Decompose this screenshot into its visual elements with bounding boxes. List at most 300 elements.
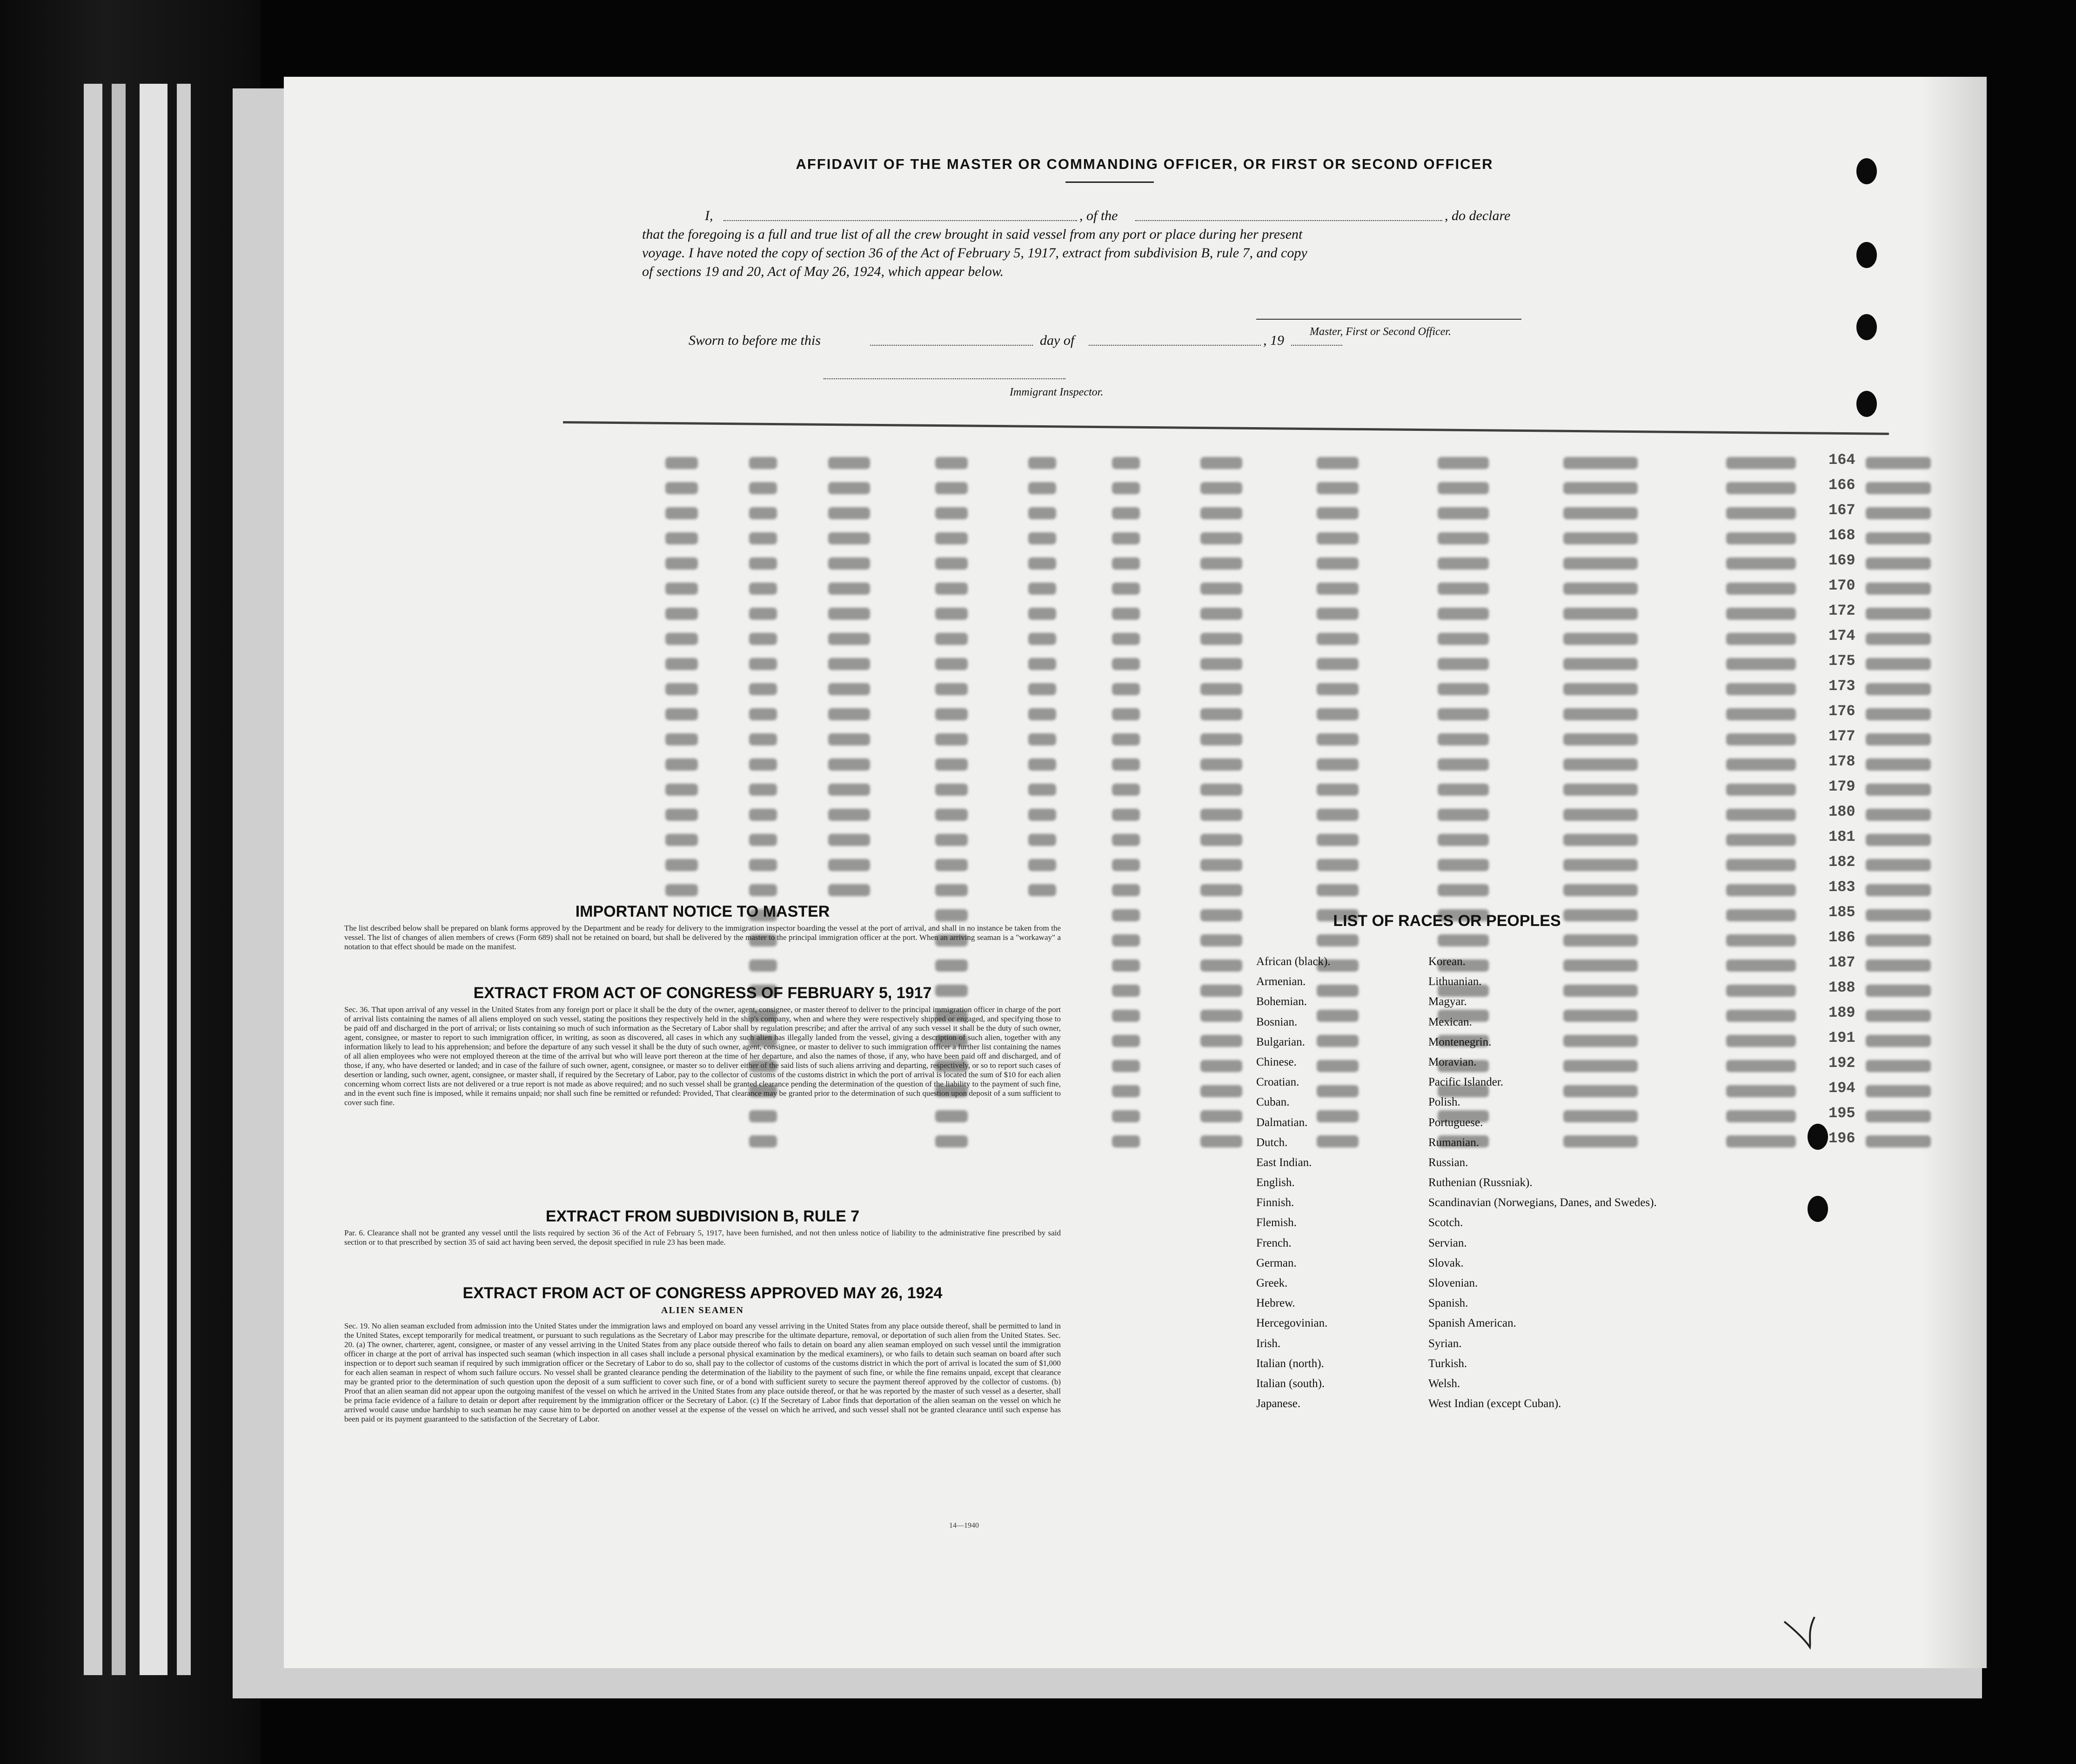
crew-row-showthrough	[609, 732, 1912, 746]
typed-entry	[1028, 583, 1056, 595]
typed-entry	[828, 482, 870, 494]
typed-entry	[1112, 1085, 1140, 1097]
typed-entry	[665, 633, 698, 645]
typed-entry	[1438, 507, 1489, 519]
crew-row-showthrough	[609, 833, 1912, 847]
typed-entry	[1563, 683, 1638, 695]
typed-entry	[1726, 1085, 1796, 1097]
typed-entry	[1866, 985, 1931, 997]
typed-entry	[828, 809, 870, 821]
extract-1924-title: EXTRACT FROM ACT OF CONGRESS APPROVED MAY 26, 1924	[462, 1284, 943, 1302]
typed-entry	[1028, 457, 1056, 469]
typed-entry	[749, 859, 777, 871]
typed-entry	[749, 809, 777, 821]
race-entry: Polish.	[1428, 1096, 1460, 1109]
crew-row-number: 170	[1828, 577, 1855, 594]
sworn-year-line	[1291, 345, 1342, 346]
typed-entry	[1726, 482, 1796, 494]
typed-entry	[749, 959, 777, 972]
typed-entry	[1112, 859, 1140, 871]
typed-entry	[1866, 583, 1931, 595]
typed-entry	[749, 507, 777, 519]
extract-1924-subtitle: ALIEN SEAMEN	[661, 1305, 744, 1315]
typed-entry	[1726, 934, 1796, 946]
typed-entry	[1563, 482, 1638, 494]
typed-entry	[749, 708, 777, 720]
typed-entry	[935, 784, 968, 796]
crew-row-showthrough	[609, 707, 1912, 721]
typed-entry	[1438, 784, 1489, 796]
typed-entry	[935, 733, 968, 745]
typed-entry	[1438, 532, 1489, 544]
race-entry: Finnish.	[1256, 1196, 1294, 1209]
sworn-day-of: day of	[1040, 333, 1075, 348]
typed-entry	[1112, 1010, 1140, 1022]
typed-entry	[1317, 884, 1359, 896]
typed-entry	[1112, 608, 1140, 620]
race-entry: African (black).	[1256, 955, 1331, 968]
form-number: 14—1940	[949, 1522, 979, 1529]
typed-entry	[1200, 884, 1242, 896]
extract-rule7-body: Par. 6. Clearance shall not be granted any vessel until the lists required by section 36 of the Act of February 5, 1917, have been furnished, and not then unless notice of liability to the administrative fine prescribed by said section or to that prescribed by section 35 of said act having been served, the deposit specified in rule 23 has been made.	[344, 1228, 1061, 1247]
typed-entry	[1866, 1035, 1931, 1047]
typed-entry	[1200, 1110, 1242, 1122]
typed-entry	[935, 884, 968, 896]
typed-entry	[935, 758, 968, 771]
typed-entry	[1866, 1060, 1931, 1072]
typed-entry	[935, 708, 968, 720]
typed-entry	[1028, 733, 1056, 745]
typed-entry	[1726, 633, 1796, 645]
typed-entry	[1438, 834, 1489, 846]
typed-entry	[1726, 809, 1796, 821]
typed-entry	[1317, 507, 1359, 519]
typed-entry	[1200, 557, 1242, 570]
typed-entry	[1200, 934, 1242, 946]
typed-entry	[1866, 934, 1931, 946]
typed-entry	[1866, 532, 1931, 544]
typed-entry	[1028, 532, 1056, 544]
race-entry: Slovenian.	[1428, 1277, 1478, 1289]
race-entry: Chinese.	[1256, 1055, 1297, 1068]
typed-entry	[1200, 1060, 1242, 1072]
typed-entry	[935, 532, 968, 544]
notice-title: IMPORTANT NOTICE TO MASTER	[575, 903, 830, 920]
typed-entry	[1866, 708, 1931, 720]
crew-row-showthrough	[609, 607, 1912, 621]
race-entry: Greek.	[1256, 1277, 1288, 1289]
typed-entry	[1726, 457, 1796, 469]
typed-entry	[1438, 708, 1489, 720]
race-entry: Hercegovinian.	[1256, 1317, 1328, 1330]
typed-entry	[1866, 959, 1931, 972]
typed-entry	[1726, 959, 1796, 972]
race-entry: Croatian.	[1256, 1076, 1299, 1089]
crew-row-number: 178	[1828, 753, 1855, 770]
typed-entry	[1563, 557, 1638, 570]
typed-entry	[1317, 633, 1359, 645]
typed-entry	[1438, 758, 1489, 771]
typed-entry	[1438, 633, 1489, 645]
typed-entry	[935, 859, 968, 871]
typed-entry	[828, 733, 870, 745]
typed-entry	[1438, 557, 1489, 570]
typed-entry	[1317, 708, 1359, 720]
typed-entry	[1112, 507, 1140, 519]
typed-entry	[828, 859, 870, 871]
typed-entry	[665, 784, 698, 796]
typed-entry	[828, 784, 870, 796]
crew-row-number: 181	[1828, 828, 1855, 845]
typed-entry	[935, 959, 968, 972]
typed-entry	[1028, 758, 1056, 771]
name-line	[723, 220, 1077, 221]
typed-entry	[1317, 859, 1359, 871]
typed-entry	[1438, 809, 1489, 821]
race-entry: Bohemian.	[1256, 995, 1307, 1008]
typed-entry	[665, 859, 698, 871]
typed-entry	[1317, 608, 1359, 620]
typed-entry	[749, 884, 777, 896]
typed-entry	[1112, 809, 1140, 821]
crew-row-number: 174	[1828, 627, 1855, 644]
typed-entry	[665, 683, 698, 695]
crew-row-number: 191	[1828, 1029, 1855, 1046]
race-entry: Dalmatian.	[1256, 1116, 1308, 1129]
typed-entry	[1028, 809, 1056, 821]
typed-entry	[749, 733, 777, 745]
typed-entry	[1726, 708, 1796, 720]
typed-entry	[1563, 884, 1638, 896]
crew-row-showthrough	[609, 657, 1912, 671]
binder-background	[0, 0, 261, 1764]
crew-row-number: 176	[1828, 703, 1855, 720]
typed-entry	[1028, 633, 1056, 645]
affidavit-i: I,	[705, 208, 713, 223]
race-entry: Slovak.	[1428, 1256, 1464, 1269]
race-entry: West Indian (except Cuban).	[1428, 1397, 1561, 1410]
typed-entry	[1866, 758, 1931, 771]
punch-hole-icon	[1856, 314, 1877, 340]
race-entry: German.	[1256, 1256, 1297, 1269]
crew-row-number: 168	[1828, 527, 1855, 544]
typed-entry	[1200, 1035, 1242, 1047]
typed-entry	[1866, 784, 1931, 796]
typed-entry	[1563, 708, 1638, 720]
typed-entry	[1317, 784, 1359, 796]
typed-entry	[749, 1135, 777, 1147]
typed-entry	[1200, 457, 1242, 469]
typed-entry	[1112, 834, 1140, 846]
typed-entry	[1563, 834, 1638, 846]
typed-entry	[1563, 583, 1638, 595]
typed-entry	[935, 834, 968, 846]
typed-entry	[1028, 859, 1056, 871]
typed-entry	[1726, 884, 1796, 896]
typed-entry	[665, 658, 698, 670]
crew-row-number: 189	[1828, 1004, 1855, 1021]
typed-entry	[1438, 658, 1489, 670]
typed-entry	[1028, 884, 1056, 896]
typed-entry	[935, 1110, 968, 1122]
race-entry: Portuguese.	[1428, 1116, 1483, 1129]
typed-entry	[828, 884, 870, 896]
typed-entry	[1866, 884, 1931, 896]
typed-entry	[935, 507, 968, 519]
typed-entry	[828, 633, 870, 645]
typed-entry	[1112, 658, 1140, 670]
typed-entry	[1563, 859, 1638, 871]
punch-hole-icon	[1856, 158, 1877, 184]
typed-entry	[1563, 758, 1638, 771]
typed-entry	[1438, 733, 1489, 745]
typed-entry	[828, 457, 870, 469]
race-entry: Spanish.	[1428, 1297, 1468, 1310]
notice-body: The list described below shall be prepared on blank forms approved by the Department and be ready for delivery to the immigration inspector boarding the vessel at the port of arrival, and shall in no instance be taken from the vessel. The list of changes of alien members of crews (Form 689) shall not be retained on board, but shall be delivered by the master to the principal immigration officer at the port. When an arriving seaman is a "workaway" a notation to that effect should be made on the manifest.	[344, 924, 1061, 951]
typed-entry	[1112, 934, 1140, 946]
typed-entry	[1112, 457, 1140, 469]
race-entry: Turkish.	[1428, 1357, 1467, 1370]
race-entry: East Indian.	[1256, 1156, 1312, 1169]
typed-entry	[1317, 557, 1359, 570]
affidavit-line4: of sections 19 and 20, Act of May 26, 1924, which appear below.	[642, 264, 1004, 279]
crew-row-showthrough	[609, 456, 1912, 470]
typed-entry	[749, 683, 777, 695]
typed-entry	[1438, 482, 1489, 494]
typed-entry	[1726, 758, 1796, 771]
typed-entry	[665, 557, 698, 570]
extract-1917-body: Sec. 36. That upon arrival of any vessel in the United States from any foreign port or place it shall be the duty of the owner, agent, consignee, or master thereof to deliver to the principal immigration officer in charge of the port of arrival lists containing the names of all aliens employed on such vessel, stating the positions they respectively held in the ship's company, when and where they were respectively shipped or engaged, and specifying those to be paid off and discharged in the port of arrival; or lists containing so much of such information as the Secretary of Labor shall by regulation prescribe; and after the arrival of any such vessel it shall be the duty of such owner, agent, consignee, or master to report to such immigration officer, in writing, as soon as discovered, all cases in which any such alien has illegally landed from the vessel, giving a description of such alien, together with any information likely to lead to his apprehension; and before the departure of any such vessel it shall be the duty of such owner, agent, consignee, or master to deliver to such immigration officer a further list containing the names of all alien employees who were not employed thereon at the time of the arrival but who will leave port thereon at the time of her departure, and also the names of those, if any, who have been paid off and discharged, and of those, if any, who have deserted or landed; and in case of the failure of such owner, agent, consignee, or master so to deliver either of the said lists of such aliens arriving and departing, respectively, or so to report such cases of desertion or landing, such owner, agent, consignee, or master shall, if required by the Secretary of Labor, pay to the collector of customs of the customs district in which the port of arrival is located the sum of $10 for each alien concerning whom correct lists are not delivered or a true report is not made as above required; and no such vessel shall be granted clearance pending the determination of the question of the liability to the payment of such fine, and in the event such fine is imposed, while it remains unpaid; nor shall such fine be remitted or refunded: Provided, That clearance may be granted prior to the determination of such question upon deposit of a sum sufficient to cover such fine.	[344, 1005, 1061, 1107]
crew-row-showthrough	[609, 632, 1912, 646]
crew-row-number: 187	[1828, 954, 1855, 971]
typed-entry	[935, 658, 968, 670]
race-entry: Ruthenian (Russniak).	[1428, 1176, 1533, 1189]
typed-entry	[828, 532, 870, 544]
typed-entry	[828, 834, 870, 846]
typed-entry	[1866, 809, 1931, 821]
typed-entry	[1726, 532, 1796, 544]
race-entry: Rumanian.	[1428, 1136, 1480, 1149]
typed-entry	[1438, 859, 1489, 871]
typed-entry	[935, 683, 968, 695]
typed-entry	[1317, 683, 1359, 695]
typed-entry	[1028, 658, 1056, 670]
typed-entry	[1028, 507, 1056, 519]
typed-entry	[1726, 683, 1796, 695]
typed-entry	[749, 633, 777, 645]
crew-row-showthrough	[609, 582, 1912, 596]
sworn-day-line	[870, 345, 1033, 346]
typed-entry	[1200, 683, 1242, 695]
pencil-check-icon	[1782, 1612, 1819, 1654]
typed-entry	[1866, 1085, 1931, 1097]
typed-entry	[665, 733, 698, 745]
typed-entry	[1317, 457, 1359, 469]
typed-entry	[1200, 583, 1242, 595]
typed-entry	[1200, 1085, 1242, 1097]
crew-row-number: 169	[1828, 552, 1855, 569]
typed-entry	[1112, 557, 1140, 570]
inspector-caption: Immigrant Inspector.	[1010, 386, 1104, 398]
typed-entry	[828, 608, 870, 620]
typed-entry	[1563, 457, 1638, 469]
typed-entry	[1200, 834, 1242, 846]
typed-entry	[1200, 809, 1242, 821]
typed-entry	[1866, 733, 1931, 745]
race-entry: Cuban.	[1256, 1096, 1290, 1109]
typed-entry	[1200, 708, 1242, 720]
typed-entry	[1112, 884, 1140, 896]
race-entry: Pacific Islander.	[1428, 1076, 1504, 1089]
race-entry: Servian.	[1428, 1236, 1467, 1249]
typed-entry	[1112, 784, 1140, 796]
crew-row-showthrough	[609, 682, 1912, 696]
typed-entry	[1112, 683, 1140, 695]
typed-entry	[1438, 683, 1489, 695]
crew-row-number: 166	[1828, 476, 1855, 494]
crew-row-number: 196	[1828, 1130, 1855, 1147]
typed-entry	[1563, 608, 1638, 620]
typed-entry	[749, 784, 777, 796]
typed-entry	[749, 482, 777, 494]
typed-entry	[665, 482, 698, 494]
race-entry: Syrian.	[1428, 1337, 1462, 1350]
typed-entry	[1866, 557, 1931, 570]
race-entry: Mexican.	[1428, 1015, 1472, 1028]
typed-entry	[1200, 482, 1242, 494]
page-shadow	[1922, 77, 1987, 1668]
crew-row-showthrough	[609, 808, 1912, 822]
typed-entry	[1112, 1135, 1140, 1147]
races-left-column	[1256, 952, 1331, 1414]
typed-entry	[1317, 809, 1359, 821]
strike-line	[563, 421, 1889, 435]
race-entry: Dutch.	[1256, 1136, 1288, 1149]
page-edge	[112, 84, 126, 1675]
typed-entry	[1112, 633, 1140, 645]
typed-entry	[1200, 784, 1242, 796]
typed-entry	[1112, 583, 1140, 595]
typed-entry	[935, 633, 968, 645]
typed-entry	[1726, 1035, 1796, 1047]
crew-row-showthrough	[609, 883, 1912, 897]
typed-entry	[665, 708, 698, 720]
race-entry: Korean.	[1428, 955, 1466, 968]
typed-entry	[935, 608, 968, 620]
crew-row-showthrough	[609, 481, 1912, 495]
typed-entry	[1028, 708, 1056, 720]
crew-row-number: 180	[1828, 803, 1855, 820]
typed-entry	[1112, 1110, 1140, 1122]
race-entry: Italian (south).	[1256, 1377, 1325, 1390]
typed-entry	[1317, 934, 1359, 946]
typed-entry	[1200, 1135, 1242, 1147]
punch-hole-icon	[1856, 391, 1877, 417]
typed-entry	[1866, 909, 1931, 921]
race-entry: Russian.	[1428, 1156, 1468, 1169]
crew-row-number: 172	[1828, 602, 1855, 619]
typed-entry	[1563, 658, 1638, 670]
typed-entry	[749, 834, 777, 846]
typed-entry	[828, 683, 870, 695]
typed-entry	[1028, 834, 1056, 846]
typed-entry	[1726, 859, 1796, 871]
affidavit-line3: voyage. I have noted the copy of section 36 of the Act of February 5, 1917, extract from subdivision B, rule 7, and copy	[642, 245, 1307, 261]
typed-entry	[1200, 1010, 1242, 1022]
race-entry: English.	[1256, 1176, 1295, 1189]
crew-row-showthrough	[609, 783, 1912, 797]
crew-row-number: 194	[1828, 1080, 1855, 1097]
typed-entry	[1563, 507, 1638, 519]
race-entry: French.	[1256, 1236, 1292, 1249]
typed-entry	[1726, 658, 1796, 670]
title-rule	[1065, 181, 1154, 183]
typed-entry	[1866, 1135, 1931, 1147]
race-entry: Moravian.	[1428, 1055, 1477, 1068]
typed-entry	[1028, 557, 1056, 570]
crew-row-number: 167	[1828, 502, 1855, 519]
race-entry: Lithuanian.	[1428, 975, 1482, 988]
typed-entry	[1866, 1010, 1931, 1022]
crew-row-number: 188	[1828, 979, 1855, 996]
typed-entry	[665, 507, 698, 519]
typed-entry	[1112, 708, 1140, 720]
affidavit-declare: , do declare	[1445, 208, 1511, 223]
race-entry: Welsh.	[1428, 1377, 1460, 1390]
punch-hole-icon	[1808, 1196, 1828, 1222]
typed-entry	[749, 758, 777, 771]
typed-entry	[1726, 985, 1796, 997]
race-entry: Bulgarian.	[1256, 1035, 1305, 1048]
sworn-year: , 19	[1263, 333, 1284, 348]
typed-entry	[1866, 482, 1931, 494]
typed-entry	[1726, 733, 1796, 745]
race-entry: Flemish.	[1256, 1216, 1297, 1229]
typed-entry	[1866, 633, 1931, 645]
typed-entry	[749, 1110, 777, 1122]
crew-row-number: 179	[1828, 778, 1855, 795]
typed-entry	[1726, 834, 1796, 846]
typed-entry	[1112, 758, 1140, 771]
typed-entry	[1200, 507, 1242, 519]
race-entry: Scotch.	[1428, 1216, 1463, 1229]
typed-entry	[1438, 457, 1489, 469]
typed-entry	[665, 884, 698, 896]
typed-entry	[828, 583, 870, 595]
race-entry: Scandinavian (Norwegians, Danes, and Swedes).	[1428, 1196, 1657, 1209]
signature-line	[1256, 319, 1521, 320]
typed-entry	[935, 557, 968, 570]
typed-entry	[749, 457, 777, 469]
typed-entry	[1317, 658, 1359, 670]
typed-entry	[1563, 934, 1638, 946]
crew-row-number: 183	[1828, 879, 1855, 896]
typed-entry	[1563, 532, 1638, 544]
typed-entry	[1726, 1135, 1796, 1147]
crew-row-number: 182	[1828, 853, 1855, 871]
typed-entry	[1726, 784, 1796, 796]
punch-hole-icon	[1856, 242, 1877, 268]
crew-row-showthrough	[609, 557, 1912, 570]
typed-entry	[935, 583, 968, 595]
extract-1924-body: Sec. 19. No alien seaman excluded from admission into the United States under the immigration laws and employed on board any vessel arriving in the United States from any place outside thereof, shall be permitted to land in the United States, except temporarily for medical treatment, or pursuant to such regulations as the Secretary of Labor may prescribe for the ultimate departure, removal, or deportation of such alien from the United States. Sec. 20. (a) The owner, charterer, agent, consignee, or master of any vessel arriving in the United States from any place outside thereof who fails to detain on board any alien seaman employed on such vessel until the immigration officer in charge at the port of arrival has inspected such seaman (which inspection in all cases shall include a personal physical examination by the medical examiners), or who fails to detain such seaman on board after such inspection or to deport such seaman if required by such immigration officer or the Secretary of Labor to do so, shall pay to the collector of customs of the customs district in which the port of arrival is located the sum of $1,000 for each alien seaman in respect of whom such failure occurs. No vessel shall be granted clearance pending the determination of the liability to the payment of such fine, or while the fine remains unpaid, except that clearance may be granted prior to the determination of such question upon the deposit of a sum sufficient to cover such fine, or of a bond with sufficient surety to secure the payment thereof approved by the collector of customs. (b) Proof that an alien seaman did not appear upon the outgoing manifest of the vessel on which he arrived in the United States from any place outside thereof, or that he was reported by the master of such vessel as a deserter, shall be prima facie evidence of a failure to detain or deport after requirement by the immigration officer or the Secretary of Labor. (c) If the Secretary of Labor finds that deportation of the alien seaman on the vessel on which he arrived would cause undue hardship to such seaman he may cause him to be deported on another vessel at the expense of the vessel on which he arrived, and such vessel shall not be granted clearance until such expense has been paid or its payment guaranteed to the satisfaction of the Secretary of Labor.	[344, 1321, 1061, 1423]
typed-entry	[665, 532, 698, 544]
race-entry: Spanish American.	[1428, 1317, 1516, 1330]
vessel-line	[1135, 220, 1442, 221]
crew-row-number: 186	[1828, 929, 1855, 946]
typed-entry	[1726, 608, 1796, 620]
typed-entry	[665, 809, 698, 821]
